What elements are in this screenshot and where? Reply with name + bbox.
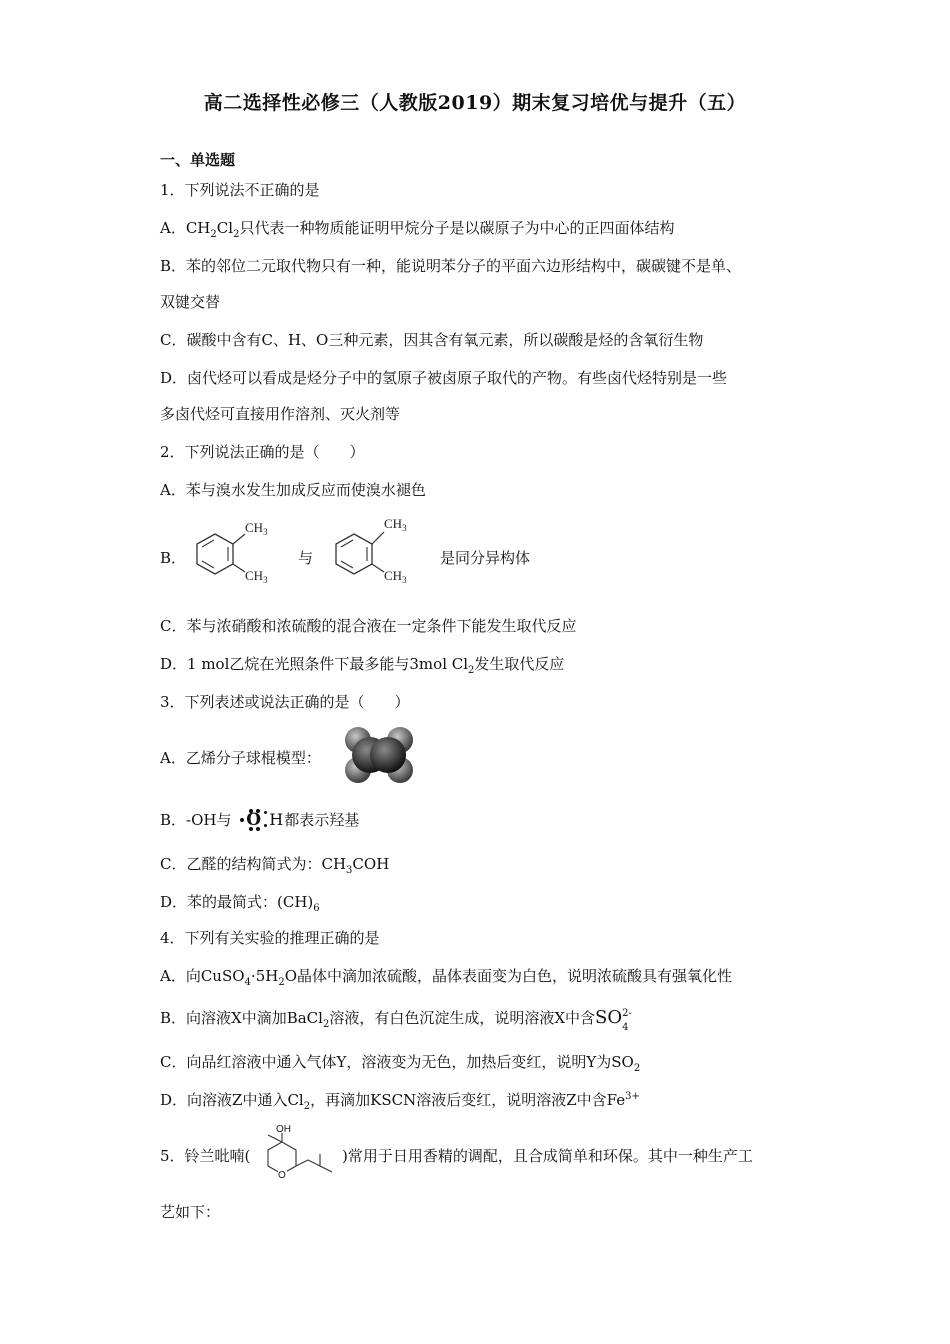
q1-stem: 1．下列说法不正确的是 <box>160 181 320 199</box>
q2-option-c: C．苯与浓硝酸和浓硫酸的混合液在一定条件下能发生取代反应 <box>160 617 577 635</box>
ch3-label: $CH_3$ <box>245 520 268 537</box>
q3-option-b: B．-OH与 O H 都表示羟基 <box>160 810 360 830</box>
q5-prefix: 5．铃兰吡喃( <box>160 1147 251 1165</box>
q1-option-c: C．碳酸中含有C、H、O三种元素，因其含有氧元素，所以碳酸是烃的含氧衍生物 <box>160 331 704 349</box>
ch3-label: $CH_3$ <box>384 516 407 533</box>
ch3-label: $CH_3$ <box>245 568 268 584</box>
q5-text: )常用于日用香精的调配，且合成简单和环保。其中一种生产工 <box>342 1147 753 1165</box>
svg-text:O: O <box>278 1170 286 1181</box>
q3-option-c: C．乙醛的结构简式为：$CH_3COH$ <box>160 855 390 876</box>
ethylene-ball-model-icon <box>338 722 422 788</box>
q1-option-d-line2: 多卤代烃可直接用作溶剂、灭火剂等 <box>160 405 401 423</box>
q5-line2: 艺如下： <box>160 1203 221 1221</box>
q4-stem: 4．下列有关实验的推理正确的是 <box>160 929 380 947</box>
o-xylene-structure-1 <box>185 512 285 584</box>
q4-option-a: A．向$CuSO_4\cdot 5H_2O$晶体中滴加浓硫酸，晶体表面变为白色，说明浓硫酸具有强氧化性 <box>160 967 733 988</box>
svg-text:OH: OH <box>276 1124 291 1135</box>
ch3-label: $CH_3$ <box>384 568 407 584</box>
lily-pyran-structure <box>252 1120 338 1186</box>
q2-option-b-label: B． <box>160 549 187 567</box>
q1-option-a: A．$CH_2Cl_2$只代表一种物质能证明甲烷分子是以碳原子为中心的正四面体结构 <box>160 219 675 240</box>
section-heading: 一、单选题 <box>160 151 236 169</box>
o-xylene-structure-2 <box>328 508 428 584</box>
q4-option-b: B．向溶液X中滴加BaCl$_2$溶液，有白色沉淀生成，说明溶液X中含SO 2- 4 <box>160 1007 632 1033</box>
q2-option-b-tail: 是同分异构体 <box>440 549 531 567</box>
page-title: 高二选择性必修三（人教版2019）期末复习培优与提升（五） <box>203 92 747 114</box>
q2-stem: 2．下列说法正确的是（ ） <box>160 443 365 461</box>
q2-option-b-with: 与 <box>298 549 314 567</box>
q2-option-a: A．苯与溴水发生加成反应而使溴水褪色 <box>160 481 426 499</box>
q1-option-d-line1: D．卤代烃可以看成是烃分子中的氢原子被卤原子取代的产物。有些卤代烃特别是一些 <box>160 369 728 387</box>
q1-option-b-line2: 双键交替 <box>160 293 221 311</box>
q4-option-c: C．向品红溶液中通入气体Y，溶液变为无色，加热后变红，说明Y为$SO_2$ <box>160 1053 641 1074</box>
q1-option-b-line1: B．苯的邻位二元取代物只有一种，能说明苯分子的平面六边形结构中，碳碳键不是单、 <box>160 257 742 275</box>
q3-option-d: D．苯的最简式：$(CH)_6$ <box>160 893 320 914</box>
hydroxyl-electron-dot-icon: O H <box>236 810 284 830</box>
q4-option-d: D．向溶液Z中通入$Cl_2$，再滴加KSCN溶液后变红，说明溶液Z中含$Fe^{3+}$ <box>160 1091 640 1112</box>
q2-option-d: D．1 mol乙烷在光照条件下最多能与3mol $Cl_2$发生取代反应 <box>160 655 565 676</box>
q3-stem: 3．下列表述或说法正确的是（ ） <box>160 693 410 711</box>
q3-option-a: A．乙烯分子球棍模型： <box>160 749 321 767</box>
